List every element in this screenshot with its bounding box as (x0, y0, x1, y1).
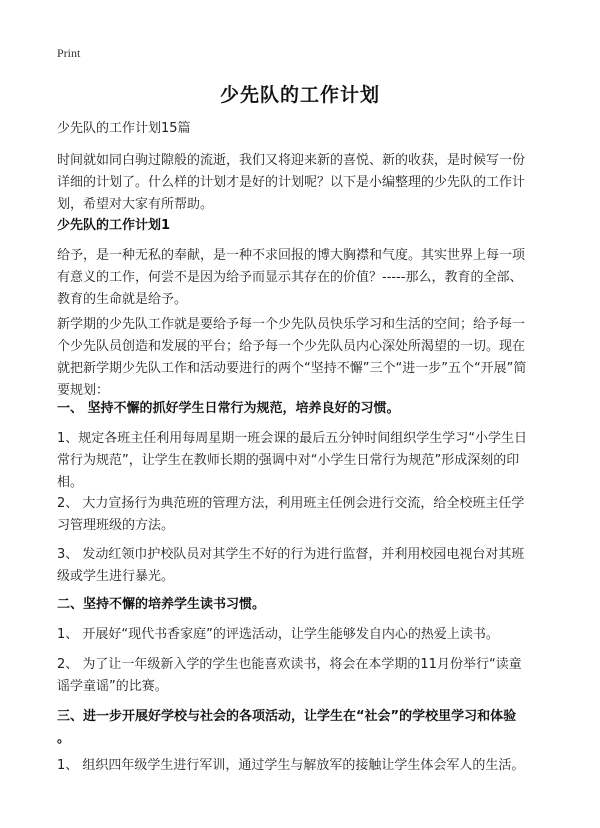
text-line: 有意义的工作，何尝不是因为给予而显示其存在的价值？-----那么，教育的全部、 (57, 270, 523, 285)
text-line: 新学期的少先队工作就是要给予每一个少先队员快乐学习和生活的空间；给予每一 (57, 317, 526, 332)
heading-2 (57, 594, 549, 616)
text-line: 就把新学期少先队工作和活动要进行的两个“坚持不懈”三个“进一步”五个“开展”简 (57, 361, 527, 376)
text-line: 2、 为了让一年级新入学的学生也能喜欢读书，将会在本学期的11月份举行“读童 (57, 657, 522, 672)
text-line: 3、 发动红领巾护校队员对其学生不好的行为进行监督，并利用校园电视台对其班 (57, 547, 525, 562)
text-line: 级或学生进行暴光。 (57, 569, 175, 584)
text-line: 2、 大力宣扬行为典范班的管理方法，利用班主任例会进行交流，给全校班主任学 (57, 496, 525, 511)
subtitle-line: 少先队的工作计划15篇 (57, 121, 191, 136)
text-line: 划，希望对大家有所帮助。 (57, 197, 214, 212)
heading-line: 。 (57, 731, 71, 746)
text-line: 1、 组织四年级学生进行军训，通过学生与解放军的接触让学生体会军人的生活。 (57, 758, 525, 773)
item-2-1 (57, 624, 549, 646)
text-line: 1、规定各班主任利用每周星期一班会课的最后五分钟时间组织学生学习“小学生日 (57, 431, 528, 446)
paragraph-1 (57, 245, 549, 311)
text-line: 详细的计划了。什么样的计划才是好的计划呢？以下是小编整理的少先队的工作计 (57, 175, 526, 190)
text-line: 习管理班级的方法。 (57, 518, 175, 533)
text-line: 谣学童谣”的比赛。 (57, 679, 168, 694)
item-1-2 (57, 493, 549, 537)
text-line: 相。 (57, 475, 84, 490)
text-line: 常行为规范”，让学生在教师长期的强调中对“小学生日常行为规范”形成深刻的印 (57, 453, 520, 468)
heading-line: 三、进一步开展好学校与社会的各项活动，让学生在“社会”的学校里学习和体验 (57, 709, 517, 724)
text-line: 要规划： (57, 383, 110, 398)
subtitle (57, 118, 549, 140)
text-line: 个少先队员创造和发展的平台；给予每一个少先队员内心深处所渴望的一切。现在 (57, 339, 526, 354)
item-3-1 (57, 755, 549, 777)
section-heading (57, 215, 549, 237)
heading-line: 一、 坚持不懈的抓好学生日常行为规范，培养良好的习惯。 (57, 401, 400, 416)
text-line: 教育的生命就是给予。 (57, 292, 188, 307)
heading-3 (57, 706, 549, 750)
heading-line: 二、坚持不懈的培养学生读书习惯。 (57, 597, 266, 612)
print-label[interactable]: Print (57, 46, 81, 60)
text-line: 1、 开展好“现代书香家庭”的评选活动，让学生能够发自内心的热爱上读书。 (57, 627, 499, 642)
heading-1 (57, 398, 549, 420)
text-line: 给予，是一种无私的奉献，是一种不求回报的博大胸襟和气度。其实世界上每一项 (57, 248, 526, 263)
paragraph-2 (57, 314, 549, 402)
intro-paragraph (57, 150, 549, 216)
text-line: 时间就如同白驹过隙般的流逝，我们又将迎来新的喜悦、新的收获，是时候写一份 (57, 153, 526, 168)
item-1-1 (57, 428, 549, 494)
item-2-2 (57, 654, 549, 698)
heading-line: 少先队的工作计划1 (57, 218, 171, 233)
item-1-3 (57, 544, 549, 588)
page-title: 少先队的工作计划 (219, 84, 380, 106)
